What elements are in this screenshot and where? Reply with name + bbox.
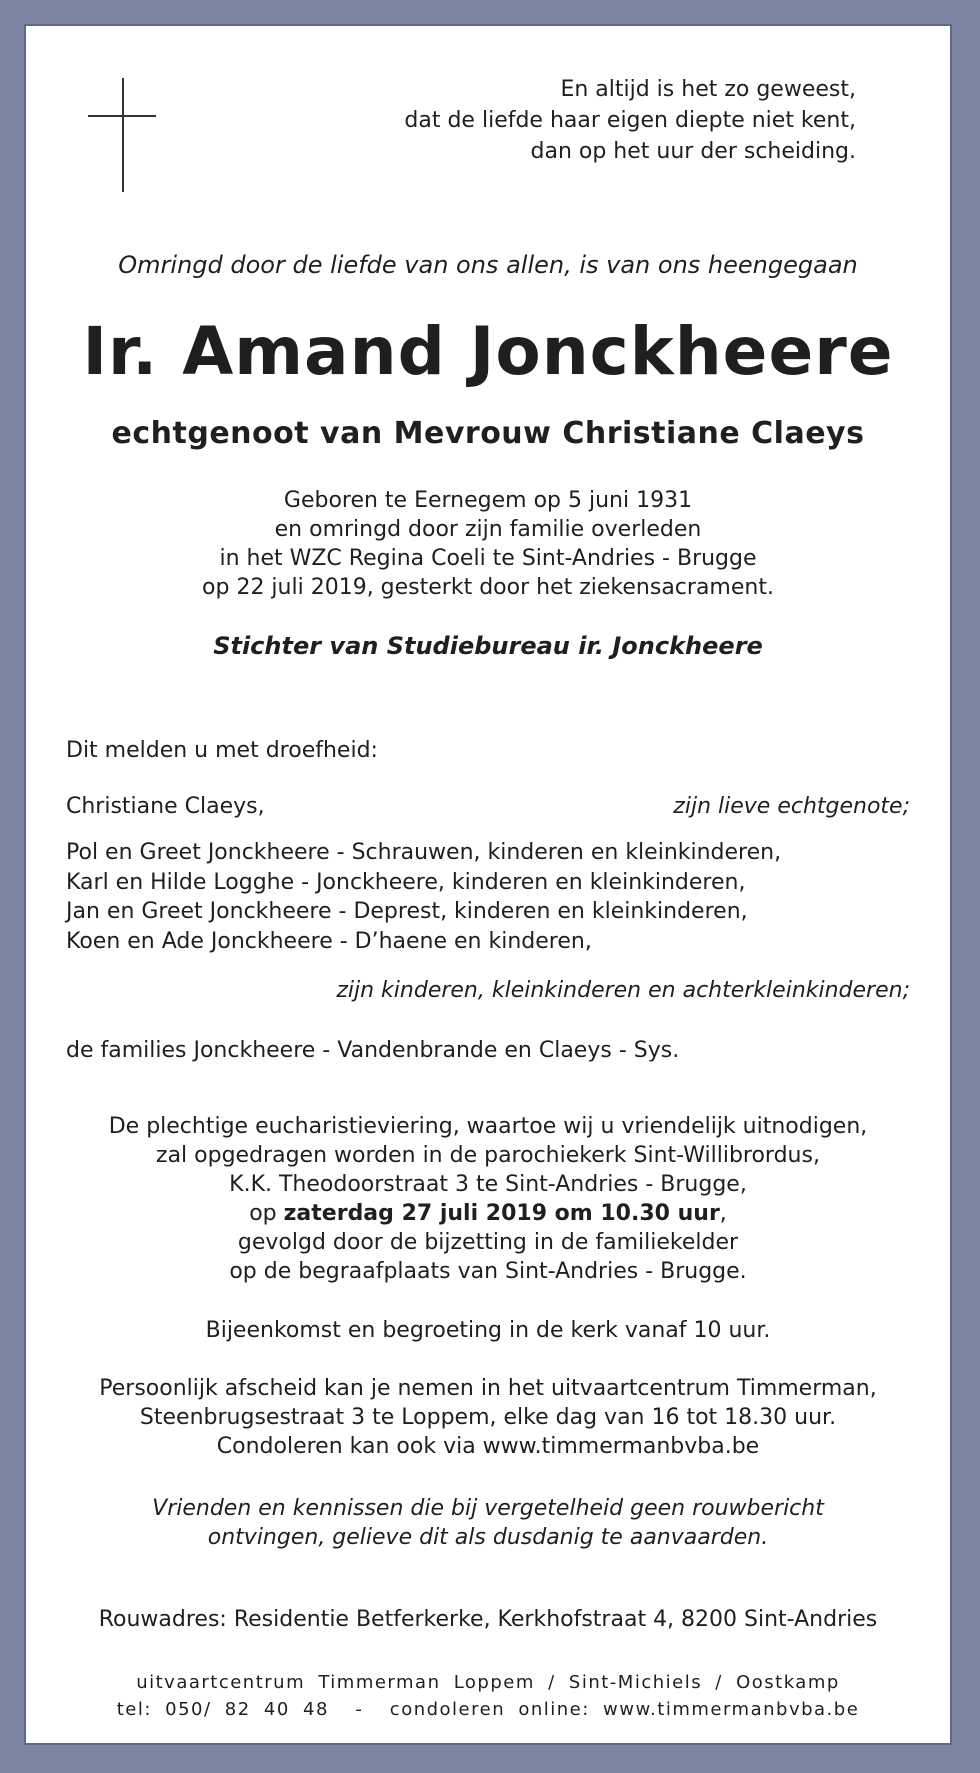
poem-line: dan op het uur der scheiding. xyxy=(530,139,856,164)
spouse-entry-name: Christiane Claeys, xyxy=(66,794,265,819)
ceremony-line: op de begraafplaats van Sint-Andries - Brugge. xyxy=(229,1259,747,1284)
footer-line: uitvaartcentrum Timmerman Loppem / Sint-Michiels / Oostkamp xyxy=(136,1672,840,1693)
friends-line: Vrienden en kennissen die bij vergetelheid geen rouwbericht xyxy=(152,1496,824,1521)
funeral-home-footer xyxy=(26,1669,950,1723)
child-entry: Karl en Hilde Logghe - Jonckheere, kinderen en kleinkinderen, xyxy=(66,869,746,895)
intro-line: Omringd door de liefde van ons allen, is van ons heengegaan xyxy=(118,251,858,279)
families-line: de families Jonckheere - Vandenbrande en Claeys - Sys. xyxy=(66,1038,680,1063)
ceremony-line: De plechtige eucharistieviering, waartoe wij u vriendelijk uitnodigen, xyxy=(108,1114,868,1139)
personal-line: Condoleren kan ook via www.timmermanbvba.be xyxy=(216,1434,760,1459)
ceremony-line: gevolgd door de bijzetting in de familiekelder xyxy=(237,1230,739,1255)
birth-line: in het WZC Regina Coeli te Sint-Andries - Brugge xyxy=(219,546,757,571)
footer-line: tel: 050/ 82 40 48 - condoleren online: www.timmermanbvba.be xyxy=(116,1699,860,1720)
ceremony-line: K.K. Theodoorstraat 3 te Sint-Andries - Brugge, xyxy=(229,1172,747,1197)
obituary-card xyxy=(24,24,952,1745)
personal-line: Persoonlijk afscheid kan je nemen in het uitvaartcentrum Timmerman, xyxy=(99,1376,877,1401)
poem-line: dat de liefde haar eigen diepte niet kent, xyxy=(404,108,856,133)
ceremony-date: zaterdag 27 juli 2019 om 10.30 uur xyxy=(283,1201,720,1226)
birth-death-info xyxy=(26,486,950,602)
mourning-address: Rouwadres: Residentie Betferkerke, Kerkhofstraat 4, 8200 Sint-Andries xyxy=(98,1607,878,1632)
personal-farewell xyxy=(26,1374,950,1461)
birth-line: en omringd door zijn familie overleden xyxy=(274,517,702,542)
poem-line: En altijd is het zo geweest, xyxy=(560,77,856,102)
gathering-line: Bijeenkomst en begroeting in de kerk vanaf 10 uur. xyxy=(205,1318,771,1343)
announce-line: Dit melden u met droefheid: xyxy=(66,738,378,763)
deceased-name: Ir. Amand Jonckheere xyxy=(82,313,894,390)
child-entry: Pol en Greet Jonckheere - Schrauwen, kinderen en kleinkinderen, xyxy=(66,840,782,865)
birth-line: op 22 juli 2019, gesterkt door het ziekensacrament. xyxy=(202,575,774,600)
poem xyxy=(404,74,856,167)
children-list xyxy=(66,838,781,956)
founder-line: Stichter van Studiebureau ir. Jonckheere xyxy=(213,632,763,660)
spouse-line: echtgenoot van Mevrouw Christiane Claeys xyxy=(111,416,865,451)
personal-line: Steenbrugsestraat 3 te Loppem, elke dag van 16 tot 18.30 uur. xyxy=(139,1405,837,1430)
birth-line: Geboren te Eernegem op 5 juni 1931 xyxy=(283,488,693,513)
children-relation: zijn kinderen, kleinkinderen en achterkleinkinderen; xyxy=(336,978,910,1003)
ceremony-date-line: op zaterdag 27 juli 2019 om 10.30 uur, xyxy=(249,1201,727,1226)
friends-line: ontvingen, gelieve dit als dusdanig te aanvaarden. xyxy=(207,1525,769,1550)
friends-notice xyxy=(26,1494,950,1552)
spouse-entry-relation: zijn lieve echtgenote; xyxy=(673,794,910,819)
ceremony-line: zal opgedragen worden in de parochiekerk Sint-Willibrordus, xyxy=(156,1143,820,1168)
ceremony-info xyxy=(26,1112,950,1286)
child-entry: Koen en Ade Jonckheere - D’haene en kinderen, xyxy=(66,928,592,954)
child-entry: Jan en Greet Jonckheere - Deprest, kinderen en kleinkinderen, xyxy=(66,899,748,924)
